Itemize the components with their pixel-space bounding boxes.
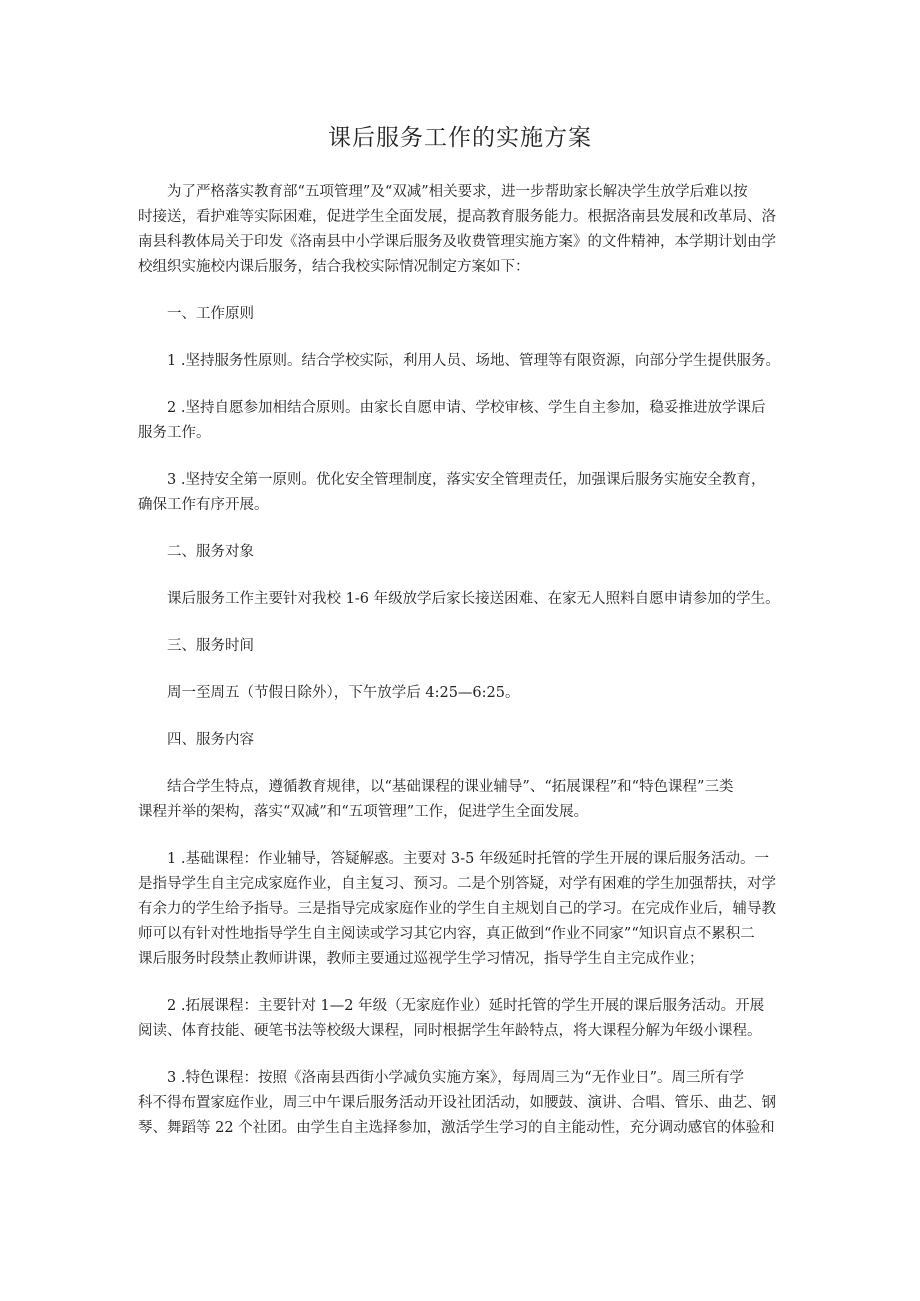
- section-heading: 三、服务时间: [167, 638, 254, 654]
- text-line: 为了严格落实教育部“五项管理”及“双减”相关要求，进一步帮助家长解决学生放学后难以按: [167, 184, 748, 200]
- text-line: 有余力的学生给予指导。三是指导完成家庭作业的学生自主规划自己的学习。在完成作业后，辅导教: [138, 901, 776, 917]
- text-line: 时接送，看护难等实际困难，促进学生全面发展，提高教育服务能力。根据洛南县发展和改革局、洛: [138, 209, 776, 225]
- service-target-paragraph: [138, 587, 786, 612]
- intro-paragraph: [138, 180, 786, 280]
- principle-item: [138, 468, 786, 518]
- course-item: [138, 1066, 786, 1141]
- text-line: 是指导学生自主完成家庭作业，自主复习、预习。二是个别答疑，对学有困难的学生加强帮扶，对学: [138, 876, 776, 892]
- principle-item: [138, 396, 786, 446]
- text-line: 周一至周五（节假日除外），下午放学后 4:25—6:25。: [167, 685, 520, 701]
- principle-item: [138, 349, 786, 374]
- text-line: 琴、舞蹈等 22 个社团。由学生自主选择参加，激活学生学习的自主能动性，充分调动感官的体验和: [138, 1120, 775, 1136]
- text-line: 阅读、体育技能、硬笔书法等校级大课程，同时根据学生年龄特点，将大课程分解为年级小课程。: [138, 1023, 762, 1039]
- text-line: 服务工作。: [138, 425, 211, 441]
- text-line: 南县科教体局关于印发《洛南县中小学课后服务及收费管理实施方案》的文件精神，本学期计划由学: [138, 234, 776, 250]
- section-heading: 一、工作原则: [167, 306, 254, 322]
- text-line: 确保工作有序开展。: [138, 497, 269, 513]
- course-item: [138, 847, 786, 972]
- document-body: [138, 180, 786, 1141]
- text-line: 课后服务工作主要针对我校 1-6 年级放学后家长接送困难、在家无人照料自愿申请参加的学生。: [167, 591, 780, 607]
- text-line: 科不得布置家庭作业，周三中午课后服务活动开设社团活动，如腰鼓、演讲、合唱、管乐、曲艺、钢: [138, 1095, 776, 1111]
- text-line: 校组织实施校内课后服务，结合我校实际情况制定方案如下：: [138, 259, 530, 275]
- course-item: [138, 994, 786, 1044]
- service-time-paragraph: [138, 681, 786, 706]
- section-heading: 二、服务对象: [167, 544, 254, 560]
- text-line: 3 .坚持安全第一原则。优化安全管理制度，落实安全管理责任，加强课后服务实施安全教育，: [167, 472, 766, 488]
- text-line: 课后服务时段禁止教师讲课，教师主要通过巡视学生学习情况，指导学生自主完成作业；: [138, 951, 704, 967]
- text-line: 2 .拓展课程：主要针对 1—2 年级（无家庭作业）延时托管的学生开展的课后服务活动。开展: [167, 998, 765, 1014]
- service-content-intro: [138, 775, 786, 825]
- text-line: 结合学生特点，遵循教育规律，以“基础课程的课业辅导”、“拓展课程”和“特色课程”三类: [167, 779, 734, 795]
- document-title: 课后服务工作的实施方案: [328, 125, 592, 151]
- text-line: 课程并举的架构，落实“双减”和“五项管理”工作，促进学生全面发展。: [138, 804, 589, 820]
- text-line: 1 .坚持服务性原则。结合学校实际，利用人员、场地、管理等有限资源，向部分学生提供服务。: [167, 353, 780, 369]
- section-heading: 四、服务内容: [167, 732, 254, 748]
- text-line: 1 .基础课程：作业辅导，答疑解惑。主要对 3-5 年级延时托管的学生开展的课后服务活动。一: [167, 851, 770, 867]
- text-line: 2 .坚持自愿参加相结合原则。由家长自愿申请、学校审核、学生自主参加，稳妥推进放学课后: [167, 400, 766, 416]
- text-line: 师可以有针对性地指导学生自主阅读或学习其它内容，真正做到“作业不同家”“知识盲点不累积二: [138, 926, 755, 942]
- text-line: 3 .特色课程：按照《洛南县西街小学减负实施方案》，每周周三为“无作业日”。周三所有学: [167, 1070, 745, 1086]
